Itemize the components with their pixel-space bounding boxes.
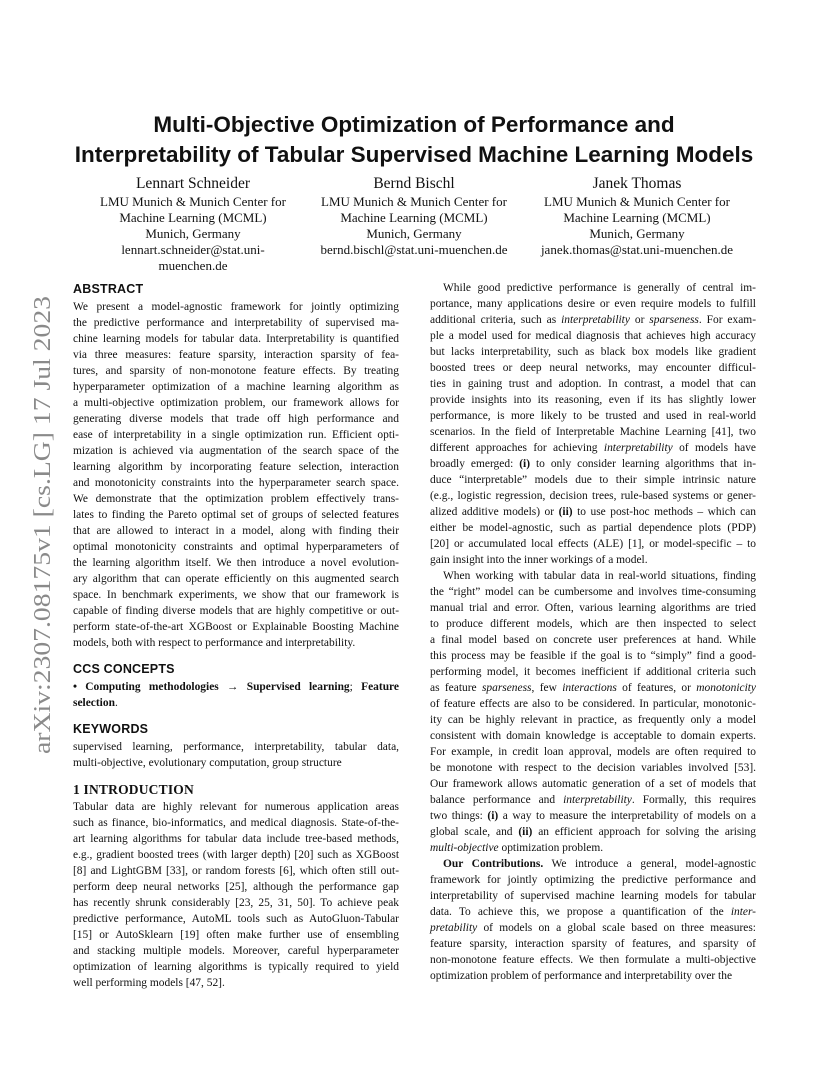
paragraph [73, 799, 399, 991]
section-heading: 1 INTRODUCTION [73, 782, 194, 797]
text-line: and stacking multiple models. Moreover, careful hyperparameter [73, 945, 399, 957]
text-line: multi-objective, evolutionary computation, group structure [73, 757, 342, 769]
text-line: ties in gaining trust and adoption. In contrast, a model that can [430, 378, 756, 390]
text-line: [8] and LightGBM [33], or random forests [6], which often still out- [73, 865, 399, 877]
text-line: generating diverse models that trade off high performance and [73, 413, 399, 425]
text-line: mization is achieved via augmentation of the search space of the [73, 445, 399, 457]
text-line: ity can be highly relevant in practice, as frequently only a model [430, 714, 756, 726]
text-line: the “right” model can be cumbersome and involves time-consuming [430, 586, 756, 598]
text-line: Our Contributions. We introduce a general, model-agnostic [443, 858, 756, 870]
text-line: optimal monotonicity constraints and optimal hyperparameters of [73, 541, 399, 553]
author-email-line: bernd.bischl@stat.uni-muenchen.de [320, 242, 508, 257]
text-line: of feature effects are also to be considered. In particular, monotonic- [430, 698, 756, 710]
text-line: perform deep neural networks [25], although the performance gap [73, 881, 399, 893]
text-line: [15] or AutoSklearn [19] often make further use of ensembling [73, 929, 399, 941]
author-name: Lennart Schneider [135, 175, 251, 192]
text-line: but lacks interpretability, such as black box models like gradient [430, 346, 756, 358]
text-line: (e.g., logistic regression, decision trees, rule-based systems or gener- [430, 490, 756, 502]
text-line: predictive performance, AutoML tools such as AutoGluon-Tabular [73, 913, 399, 925]
text-line: ary algorithm that can operate efficiently on this augmented search [73, 573, 399, 585]
text-line: performing model, it becomes inefficient if additional criteria such [430, 666, 756, 678]
author-affiliation-line: LMU Munich & Munich Center for [544, 194, 730, 209]
text-line: selection. [73, 697, 118, 709]
author-affiliation-line: Machine Learning (MCML) [119, 210, 267, 225]
title-line-1: Multi-Objective Optimization of Performance and [153, 112, 675, 137]
text-line: pretability of models on a global scale based on three measures: [430, 922, 756, 934]
text-line: feature sparsity, interaction sparsity of features, and sparsity of [430, 938, 756, 950]
text-line: optimization problem of performance and interpretability over the [430, 970, 733, 982]
text-line: data. To achieve this, we propose a quantification of the inter- [430, 906, 756, 918]
text-line: such as finance, bio-informatics, and medical diagnosis. State-of-the- [73, 817, 399, 829]
text-line: well performing models [47, 52]. [73, 977, 225, 989]
paragraph [430, 568, 756, 856]
text-line: lates to finding the Pareto optimal set of groups of selected features [73, 509, 399, 521]
paragraph [73, 299, 399, 651]
text-line: a multi-objective optimization problem, our framework allows for [73, 397, 399, 409]
text-line: e.g., gradient boosted trees (with larger depth) [20] such as XGBoost [73, 849, 399, 861]
text-line: chine learning models for tabular data. Interpretability is quantified [73, 333, 399, 345]
text-line: either be model-agnostic, such as partial dependence plots (PDP) [430, 522, 756, 534]
text-line: optimization of learning algorithms is typically required to yield [73, 961, 399, 973]
author-email-line: muenchen.de [158, 258, 228, 273]
text-line: multi-objective optimization problem. [430, 842, 604, 854]
section-heading: ABSTRACT [73, 282, 144, 296]
text-line: scenarios. In the field of Interpretable Machine Learning [41], two [430, 426, 756, 438]
text-line: hyperparameter optimization of a machine learning algorithm as [73, 381, 399, 393]
text-line: gain insight into the inner workings of a model. [430, 554, 648, 566]
author-block-3 [522, 174, 752, 258]
text-line: ease of interpretability in a single optimization run. Efficient opti- [73, 429, 399, 441]
text-line: For example, in credit loan approval, models are often required to [430, 746, 756, 758]
text-line: additional criteria, such as interpretability or sparseness. For exam- [430, 314, 756, 326]
author-affiliation-line: LMU Munich & Munich Center for [100, 194, 286, 209]
text-line: global scale, and (ii) an efficient approach for solving the arising [430, 826, 756, 838]
right-column [430, 280, 756, 984]
text-line: We demonstrate that the optimization problem effectively trans- [73, 493, 399, 505]
text-line: non-monotone feature effects. We then formulate a multi-objective [430, 954, 756, 966]
text-line: a final model based on concrete user preferences at hand. While [430, 634, 756, 646]
text-line: capable of finding diverse models that are highly competitive or out- [73, 605, 399, 617]
title-line-2: Interpretability of Tabular Supervised Machine Learning Models [74, 142, 754, 167]
text-line: art learning algorithms for tabular data include tree-based methods, [73, 833, 399, 845]
author-name: Bernd Bischl [373, 175, 455, 192]
author-block-2 [299, 174, 529, 258]
paragraph [73, 679, 399, 711]
arxiv-identifier-stamp [12, 296, 62, 756]
text-line: balance performance and interpretability. Formally, this requires [430, 794, 756, 806]
paper-title [40, 110, 788, 170]
author-email-line: janek.thomas@stat.uni-muenchen.de [540, 242, 734, 257]
section-heading: KEYWORDS [73, 722, 149, 736]
author-affiliation-line: LMU Munich & Munich Center for [321, 194, 507, 209]
text-line: to produce different models, which are then inspected to select [430, 618, 756, 630]
text-line: perform state-of-the-art XGBoost or Explainable Boosting Machine [73, 621, 399, 633]
text-line: that are allowed to interact in a model, along with finding their [73, 525, 399, 537]
text-line: portance, many applications desire or even require models to fulfill [430, 298, 756, 310]
text-line: space. In benchmark experiments, we show that our framework is [73, 589, 399, 601]
text-line: the learning algorithm itself. We then introduce a novel evolution- [73, 557, 399, 569]
text-line: interpretability of supervised machine learning models for tabular [430, 890, 756, 902]
section-heading: CCS CONCEPTS [73, 662, 175, 676]
arxiv-stamp-text: arXiv:2307.08175v1 [cs.LG] 17 Jul 2023 [29, 348, 56, 754]
left-column [73, 280, 399, 991]
text-line: two things: (i) a way to measure the interpretability of models on a [430, 810, 756, 822]
text-line: via three measures: feature sparsity, interaction sparsity of fea- [73, 349, 399, 361]
author-affiliation-line: Munich, Germany [366, 226, 462, 241]
text-line: manual trial and error. Often, various learning algorithms are tried [430, 602, 756, 614]
text-line: broadly emerged: (i) to only consider learning algorithms that in- [430, 458, 757, 470]
author-affiliation-line: Munich, Germany [145, 226, 241, 241]
text-line: ple a model used for medical diagnosis that achieves high accuracy [430, 330, 756, 342]
author-affiliation-line: Machine Learning (MCML) [340, 210, 488, 225]
text-line: learning algorithm by incorporating feature selection, interaction [73, 461, 399, 473]
text-line: be monotone with respect to the decision variables involved [53]. [430, 762, 756, 774]
text-line: models, both with respect to performance and interpretability. [73, 637, 356, 649]
text-line: this process may be feasible if the goal is to “simply” find a good- [430, 650, 756, 662]
text-line: framework for jointly optimizing the predictive performance and [430, 874, 756, 886]
text-line: alized additive models) or (ii) to use post-hoc methods – which can [430, 506, 756, 518]
text-line: different approaches for achieving interpretability of models have [430, 442, 756, 454]
author-affiliation-line: Munich, Germany [589, 226, 685, 241]
paragraph [430, 856, 756, 984]
text-line: consistent with domain knowledge is acceptable to domain experts. [430, 730, 756, 742]
paragraph [430, 280, 756, 568]
author-email-line: lennart.schneider@stat.uni- [121, 242, 265, 257]
paragraph [73, 739, 399, 771]
text-line: Our framework allows automatic generation of a set of models that [430, 778, 756, 790]
text-line: performance, is more likely to be trusted and used in real-world [430, 410, 756, 422]
text-line: We present a model-agnostic framework for jointly optimizing [73, 301, 399, 313]
text-line: While good predictive performance is generally of central im- [443, 282, 756, 294]
author-name: Janek Thomas [592, 175, 682, 192]
author-affiliation-line: Machine Learning (MCML) [563, 210, 711, 225]
text-line: boosted trees or deep neural networks, may encounter difficul- [430, 362, 756, 374]
text-line: and monotonicity constraints into the hyperparameter search space. [73, 477, 399, 489]
text-line: Tabular data are highly relevant for numerous application areas [73, 801, 399, 813]
text-line: • Computing methodologies → Supervised learning; Feature [73, 681, 400, 693]
text-line: has recently shrunk considerably [23, 25, 31, 50]. To achieve peak [73, 897, 399, 909]
author-block-1 [78, 174, 308, 274]
text-line: When working with tabular data in real-world situations, finding [443, 570, 756, 582]
text-line: the predictive performance and interpretability of supervised ma- [73, 317, 399, 329]
text-line: [20] or accumulated local effects (ALE) [1], or model-specific – to [430, 538, 756, 550]
text-line: supervised learning, performance, interpretability, tabular data, [73, 741, 399, 753]
text-line: provide insights into its reasoning, even if its has slightly lower [430, 394, 756, 406]
text-line: tures, and sparsity of non-monotone feature effects. By treating [73, 365, 399, 377]
text-line: as feature sparseness, few interactions of features, or monotonicity [430, 682, 756, 694]
text-line: duce “interpretable” models due to their simple intrinsic nature [430, 474, 756, 486]
